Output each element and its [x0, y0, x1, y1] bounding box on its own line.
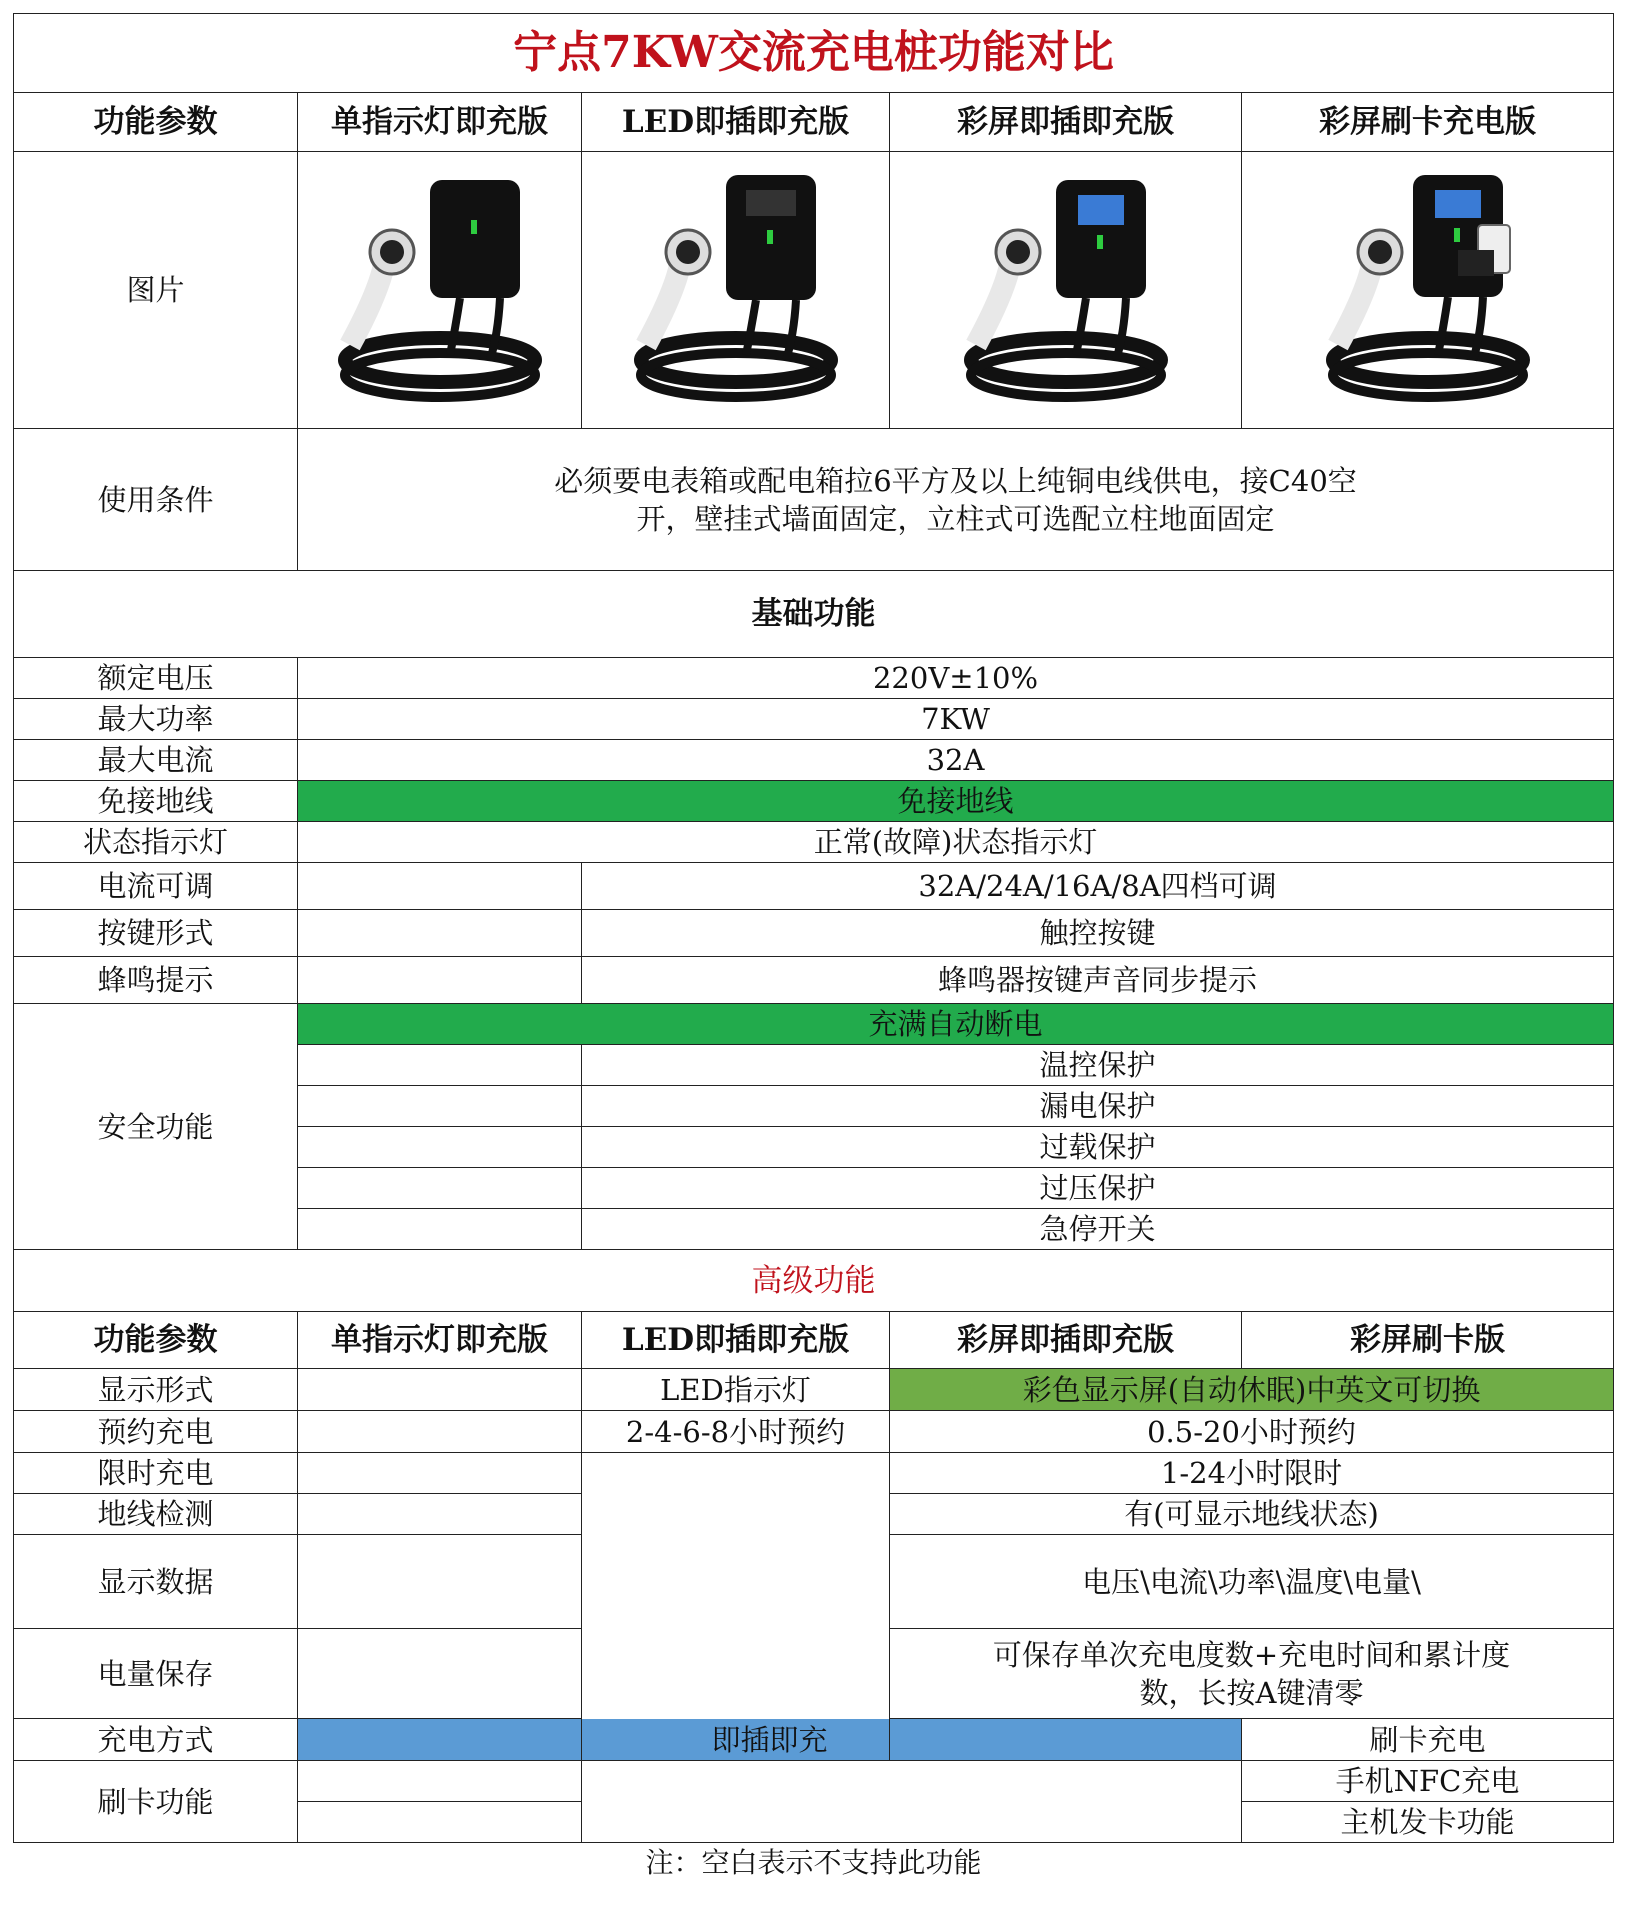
- empty-cell: [298, 957, 582, 1004]
- table-row: [14, 910, 1614, 957]
- header-single-indicator: 单指示灯即充版: [298, 93, 582, 152]
- charger-icon: [626, 170, 846, 410]
- row-label: 最大功率: [14, 699, 298, 740]
- table-row: [14, 658, 1614, 699]
- section-basic: 基础功能: [14, 571, 1614, 658]
- row-label: 电量保存: [14, 1629, 298, 1719]
- table-title: 宁点7KW交流充电桩功能对比: [14, 14, 1614, 93]
- empty-cell: [298, 1535, 582, 1629]
- empty-cell: [298, 1411, 582, 1453]
- row-label: 显示形式: [14, 1369, 298, 1411]
- table-row: [14, 699, 1614, 740]
- empty-cell: [298, 863, 582, 910]
- row-value: 32A: [298, 740, 1614, 781]
- row-label: 地线检测: [14, 1494, 298, 1535]
- row-value: 220V±10%: [298, 658, 1614, 699]
- empty-cell: [298, 1369, 582, 1411]
- header-param: 功能参数: [14, 1312, 298, 1369]
- empty-cell: [582, 1453, 890, 1761]
- row-label: 限时充电: [14, 1453, 298, 1494]
- table-row: [14, 1719, 1614, 1761]
- usage-value: [298, 429, 1614, 571]
- empty-cell: [298, 1761, 582, 1802]
- empty-cell: [298, 1086, 582, 1127]
- section-advanced: 高级功能: [14, 1250, 1614, 1312]
- row-value: 蜂鸣器按键声音同步提示: [582, 957, 1614, 1004]
- empty-cell: [298, 1629, 582, 1719]
- header-led-plug: LED即插即充版: [582, 93, 890, 152]
- empty-cell: [298, 1168, 582, 1209]
- comparison-sheet: [13, 13, 1613, 1883]
- image-row: [14, 152, 1614, 429]
- usage-label: 使用条件: [14, 429, 298, 571]
- comparison-table: [13, 13, 1614, 1883]
- product-image-color-plug: [890, 152, 1242, 429]
- empty-cell: [298, 1494, 582, 1535]
- empty-cell: [298, 1802, 582, 1843]
- row-label: 预约充电: [14, 1411, 298, 1453]
- row-label: 安全功能: [14, 1004, 298, 1250]
- usage-line-1: 必须要电表箱或配电箱拉6平方及以上纯铜电线供电，接C40空: [554, 463, 1357, 498]
- product-image-color-card: [1242, 152, 1614, 429]
- header-color-plug: 彩屏即插即充版: [890, 93, 1242, 152]
- row-label: 状态指示灯: [14, 822, 298, 863]
- header-color-card: 彩屏刷卡版: [1242, 1312, 1614, 1369]
- row-value: 电压\电流\功率\温度\电量\: [890, 1535, 1614, 1629]
- footnote: 注：空白表示不支持此功能: [645, 1845, 982, 1879]
- row-label: 蜂鸣提示: [14, 957, 298, 1004]
- table-row: [14, 957, 1614, 1004]
- empty-cell: [298, 1209, 582, 1250]
- table-row: [14, 740, 1614, 781]
- row-label: 免接地线: [14, 781, 298, 822]
- row-label: 电流可调: [14, 863, 298, 910]
- row-value-highlight: 彩色显示屏(自动休眠)中英文可切换: [890, 1369, 1614, 1411]
- row-value: 手机NFC充电: [1242, 1761, 1614, 1802]
- row-value: 触控按键: [582, 910, 1614, 957]
- table-row: [14, 863, 1614, 910]
- table-row: [14, 1369, 1614, 1411]
- table-row: [14, 781, 1614, 822]
- row-value-highlight: 充满自动断电: [298, 1004, 1614, 1045]
- table-row: [14, 1761, 1614, 1802]
- charger-icon: [956, 170, 1176, 410]
- header-row: [14, 93, 1614, 152]
- row-value: 急停开关: [582, 1209, 1614, 1250]
- row-label: 刷卡功能: [14, 1761, 298, 1843]
- energy-save-line-1: 可保存单次充电度数+充电时间和累计度: [992, 1637, 1511, 1672]
- row-label: 显示数据: [14, 1535, 298, 1629]
- header-led-plug: LED即插即充版: [582, 1312, 890, 1369]
- header-row: [14, 1312, 1614, 1369]
- row-label: 最大电流: [14, 740, 298, 781]
- row-value-highlight: 免接地线: [298, 781, 1614, 822]
- empty-cell: [298, 1453, 582, 1494]
- energy-save-line-2: 数，长按A键清零: [1139, 1675, 1364, 1710]
- row-value: 刷卡充电: [1242, 1719, 1614, 1761]
- row-value: 正常(故障)状态指示灯: [298, 822, 1614, 863]
- row-label: 充电方式: [14, 1719, 298, 1761]
- header-color-plug: 彩屏即插即充版: [890, 1312, 1242, 1369]
- header-color-card: 彩屏刷卡充电版: [1242, 93, 1614, 152]
- usage-line-2: 开，壁挂式墙面固定，立柱式可选配立柱地面固定: [636, 501, 1275, 536]
- row-value: 32A/24A/16A/8A四档可调: [582, 863, 1614, 910]
- row-value: 1-24小时限时: [890, 1453, 1614, 1494]
- table-row: [14, 1411, 1614, 1453]
- header-param: 功能参数: [14, 93, 298, 152]
- charger-icon: [330, 170, 550, 410]
- row-value: 温控保护: [582, 1045, 1614, 1086]
- row-value: [890, 1629, 1614, 1719]
- row-value: 7KW: [298, 699, 1614, 740]
- row-value: 2-4-6-8小时预约: [582, 1411, 890, 1453]
- row-value: 过压保护: [582, 1168, 1614, 1209]
- usage-row: [14, 429, 1614, 571]
- row-value: 0.5-20小时预约: [890, 1411, 1614, 1453]
- product-image-single-indicator: [298, 152, 582, 429]
- row-value: LED指示灯: [582, 1369, 890, 1411]
- empty-cell: [298, 1045, 582, 1086]
- row-label: 额定电压: [14, 658, 298, 699]
- row-value-highlight: 即插即充: [298, 1719, 1242, 1761]
- row-value: 有(可显示地线状态): [890, 1494, 1614, 1535]
- empty-cell: [298, 1127, 582, 1168]
- header-single-indicator: 单指示灯即充版: [298, 1312, 582, 1369]
- table-row: [14, 1453, 1614, 1494]
- product-image-led-plug: [582, 152, 890, 429]
- row-value: 主机发卡功能: [1242, 1802, 1614, 1843]
- image-row-label: 图片: [14, 152, 298, 429]
- charger-icon: [1318, 170, 1538, 410]
- row-value: 过载保护: [582, 1127, 1614, 1168]
- table-row: [14, 822, 1614, 863]
- row-value: 漏电保护: [582, 1086, 1614, 1127]
- empty-cell: [298, 910, 582, 957]
- row-label: 按键形式: [14, 910, 298, 957]
- empty-cell: [582, 1761, 1242, 1843]
- table-row: [14, 1004, 1614, 1045]
